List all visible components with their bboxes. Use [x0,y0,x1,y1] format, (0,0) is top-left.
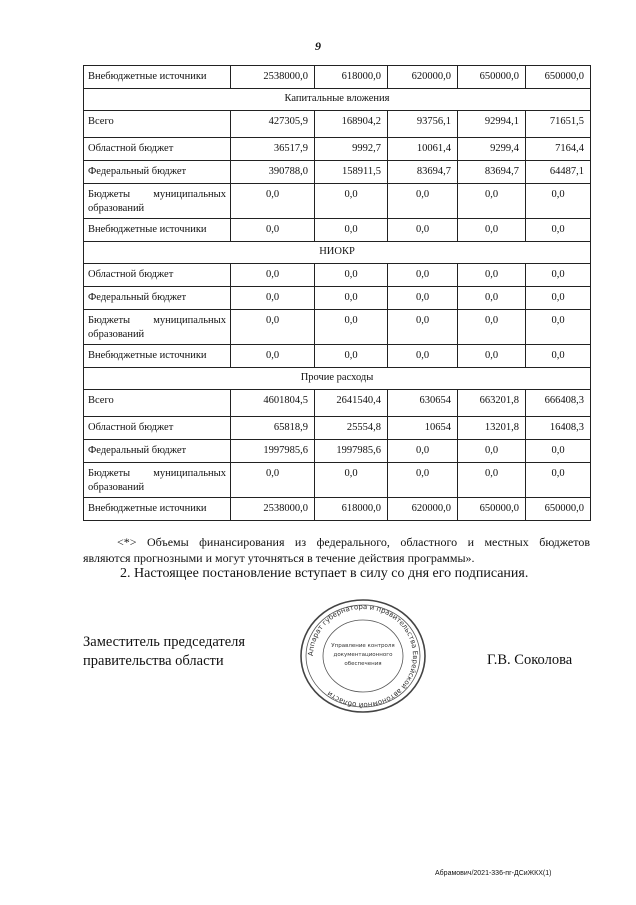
table-row [84,219,591,242]
section-title: Капитальные вложения [84,89,591,111]
cell-value: 630654 [388,390,458,417]
table-row [84,287,591,310]
cell-value: 0,0 [231,264,315,287]
cell-value: 650000,0 [458,498,526,521]
cell-value: 0,0 [526,440,591,463]
cell-value: 1997985,6 [315,440,388,463]
cell-value: 0,0 [388,184,458,219]
cell-value: 0,0 [315,287,388,310]
cell-value: 0,0 [388,310,458,345]
table-row [84,66,591,89]
cell-value: 0,0 [231,219,315,242]
cell-value: 1997985,6 [231,440,315,463]
cell-value: 0,0 [315,463,388,498]
row-label [84,184,231,219]
cell-value: 92994,1 [458,111,526,138]
document-code: Абрамович/2021-336-пг-ДСиЖКХ(1) [435,870,552,877]
row-label [84,463,231,498]
decree-paragraph: 2. Настоящее постановление вступает в силу со дня его подписания. [120,566,529,581]
table-row [84,463,591,498]
cell-value: 25554,8 [315,417,388,440]
row-label-line-2: образований [88,329,145,340]
cell-value: 0,0 [231,345,315,368]
cell-value: 2538000,0 [231,66,315,89]
table-row [84,498,591,521]
cell-value: 0,0 [315,310,388,345]
table-row [84,390,591,417]
cell-value: 390788,0 [231,161,315,184]
cell-value: 0,0 [388,287,458,310]
footnote [83,534,590,566]
cell-value: 83694,7 [388,161,458,184]
footnote-line-2: являются прогнозными и могут уточняться в течение действия программы». [83,551,475,565]
stamp-ring-text: Аппарат губернатора и правительства Еврейской автономной области [306,602,420,710]
cell-value: 0,0 [458,345,526,368]
table-row [84,184,591,219]
cell-value: 0,0 [526,219,591,242]
cell-value: 650000,0 [458,66,526,89]
cell-value: 0,0 [526,287,591,310]
row-label-line-1: Бюджеты муниципальных [88,468,226,479]
stamp-center-line-2: документационного [333,652,393,658]
table-row [84,345,591,368]
financing-table [83,65,591,521]
cell-value: 618000,0 [315,498,388,521]
signatory-name: Г.В. Соколова [487,652,573,668]
page-number: 9 [315,39,321,53]
cell-value: 0,0 [458,310,526,345]
cell-value: 168904,2 [315,111,388,138]
cell-value: 0,0 [526,345,591,368]
stamp-center-line-1: Управление контроля [331,643,395,649]
table-row [84,417,591,440]
row-label-line-2: образований [88,203,145,214]
cell-value: 0,0 [315,184,388,219]
cell-value: 0,0 [388,345,458,368]
cell-value: 0,0 [458,440,526,463]
cell-value: 666408,3 [526,390,591,417]
cell-value: 0,0 [526,184,591,219]
footnote-line-1: <*> Объемы финансирования из федерального, областного и местных бюджетов [117,535,590,549]
cell-value: 36517,9 [231,138,315,161]
cell-value: 13201,8 [458,417,526,440]
signatory-title [83,633,245,671]
cell-value: 10654 [388,417,458,440]
cell-value: 71651,5 [526,111,591,138]
section-title: Прочие расходы [84,368,591,390]
table-row [84,264,591,287]
cell-value: 0,0 [458,184,526,219]
row-label: Федеральный бюджет [84,161,231,184]
row-label-line-1: Бюджеты муниципальных [88,189,226,200]
table-row [84,161,591,184]
row-label-line-2: образований [88,482,145,493]
cell-value: 0,0 [526,310,591,345]
row-label: Внебюджетные источники [84,345,231,368]
official-stamp [298,597,428,715]
row-label: Всего [84,390,231,417]
stamp-center-line-3: обеспечения [344,661,382,667]
row-label: Внебюджетные источники [84,498,231,521]
cell-value: 0,0 [458,264,526,287]
row-label: Федеральный бюджет [84,440,231,463]
cell-value: 158911,5 [315,161,388,184]
cell-value: 0,0 [231,463,315,498]
row-label-line-1: Бюджеты муниципальных [88,315,226,326]
cell-value: 618000,0 [315,66,388,89]
section-title: НИОКР [84,242,591,264]
row-label [84,310,231,345]
cell-value: 2641540,4 [315,390,388,417]
cell-value: 65818,9 [231,417,315,440]
cell-value: 16408,3 [526,417,591,440]
cell-value: 0,0 [526,264,591,287]
row-label: Всего [84,111,231,138]
cell-value: 427305,9 [231,111,315,138]
row-label: Областной бюджет [84,138,231,161]
cell-value: 9299,4 [458,138,526,161]
row-label: Областной бюджет [84,417,231,440]
cell-value: 0,0 [526,463,591,498]
cell-value: 93756,1 [388,111,458,138]
row-label: Областной бюджет [84,264,231,287]
signatory-title-line-2: правительства области [83,653,224,669]
cell-value: 663201,8 [458,390,526,417]
cell-value: 0,0 [315,219,388,242]
cell-value: 0,0 [231,287,315,310]
cell-value: 7164,4 [526,138,591,161]
row-label: Федеральный бюджет [84,287,231,310]
cell-value: 0,0 [388,440,458,463]
cell-value: 0,0 [315,264,388,287]
row-label: Внебюджетные источники [84,66,231,89]
cell-value: 0,0 [231,310,315,345]
cell-value: 0,0 [458,287,526,310]
cell-value: 9992,7 [315,138,388,161]
cell-value: 620000,0 [388,498,458,521]
section-header-row [84,368,591,390]
cell-value: 0,0 [388,219,458,242]
section-header-row [84,89,591,111]
cell-value: 650000,0 [526,498,591,521]
table-row [84,440,591,463]
table-row [84,138,591,161]
cell-value: 650000,0 [526,66,591,89]
cell-value: 10061,4 [388,138,458,161]
table-row [84,111,591,138]
cell-value: 0,0 [388,264,458,287]
cell-value: 0,0 [458,219,526,242]
cell-value: 64487,1 [526,161,591,184]
cell-value: 0,0 [458,463,526,498]
cell-value: 620000,0 [388,66,458,89]
row-label: Внебюджетные источники [84,219,231,242]
cell-value: 0,0 [388,463,458,498]
cell-value: 2538000,0 [231,498,315,521]
table-row [84,310,591,345]
cell-value: 0,0 [315,345,388,368]
cell-value: 4601804,5 [231,390,315,417]
signatory-title-line-1: Заместитель председателя [83,634,246,650]
cell-value: 0,0 [231,184,315,219]
cell-value: 83694,7 [458,161,526,184]
section-header-row [84,242,591,264]
